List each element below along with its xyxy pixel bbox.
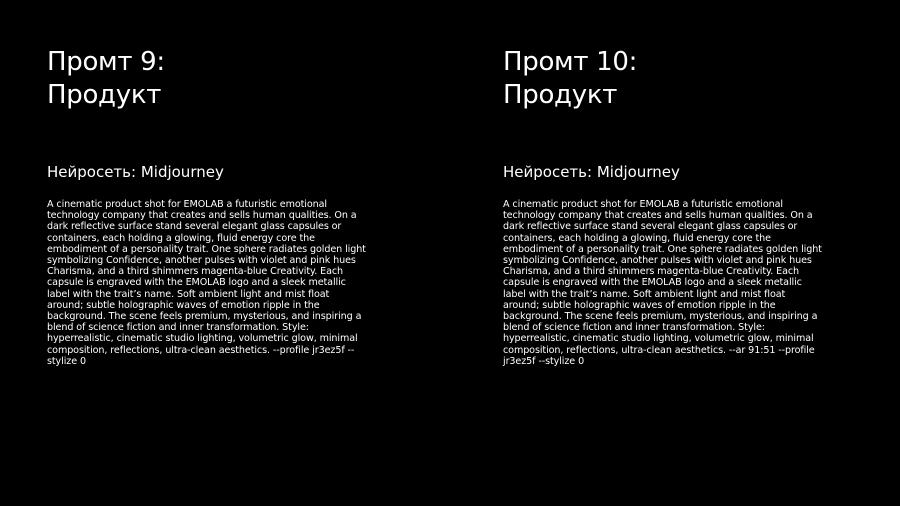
prompt-text-line: capsule is engraved with the EMOLAB logo and a sleek metallic — [503, 277, 802, 289]
prompt-title — [47, 46, 387, 112]
prompt-text-line: dark reflective surface stand several elegant glass capsules or — [47, 221, 342, 233]
neural-network-label: Нейросеть: Midjourney — [503, 163, 680, 181]
prompt-text-line: containers, each holding a glowing, fluid energy core the — [503, 232, 771, 244]
neural-network-label: Нейросеть: Midjourney — [47, 163, 224, 181]
prompt-text-line: technology company that creates and sells human qualities. On a — [503, 210, 813, 222]
prompt-title-line1: Промт 9: — [47, 47, 165, 77]
prompt-text-line: stylize 0 — [47, 355, 86, 367]
prompt-text-line: label with the trait’s name. Soft ambient light and mist float — [503, 288, 786, 300]
prompt-text — [47, 199, 377, 367]
prompt-text-line: capsule is engraved with the EMOLAB logo and a sleek metallic — [47, 277, 346, 289]
prompt-title — [503, 46, 843, 112]
prompt-text-line: around; subtle holographic waves of emotion ripple in the — [47, 299, 320, 311]
prompt-text-line: background. The scene feels premium, mysterious, and inspiring a — [47, 311, 362, 323]
prompt-text-line: blend of science fiction and inner transformation. Style: — [503, 322, 765, 334]
prompt-text-line: jr3ez5f --stylize 0 — [503, 355, 585, 367]
prompt-text-line: label with the trait’s name. Soft ambient light and mist float — [47, 288, 330, 300]
prompt-text-line: composition, reflections, ultra-clean aesthetics. --profile jr3ez5f -- — [47, 344, 355, 356]
prompt-text-line: symbolizing Confidence, another pulses with violet and pink hues — [503, 255, 812, 267]
prompt-title-line1: Промт 10: — [503, 47, 638, 77]
prompt-text-line: dark reflective surface stand several elegant glass capsules or — [503, 221, 798, 233]
prompt-text-line: Charisma, and a third shimmers magenta-blue Creativity. Each — [47, 266, 344, 278]
prompt-text-line: embodiment of a personality trait. One sphere radiates golden light — [503, 243, 822, 255]
prompt-text — [503, 199, 833, 367]
prompt-column-9 — [47, 46, 387, 367]
prompt-text-line: A cinematic product shot for EMOLAB a futuristic emotional — [503, 199, 783, 210]
prompt-column-10 — [503, 46, 843, 367]
prompt-text-line: composition, reflections, ultra-clean aesthetics. --ar 91:51 --profile — [503, 344, 815, 356]
prompt-text-line: background. The scene feels premium, mysterious, and inspiring a — [503, 311, 818, 323]
prompt-text-line: containers, each holding a glowing, fluid energy core the — [47, 232, 315, 244]
prompt-title-line2: Продукт — [503, 80, 618, 110]
prompt-text-line: hyperrealistic, cinematic studio lighting, volumetric glow, minimal — [503, 333, 814, 345]
prompt-text-line: hyperrealistic, cinematic studio lighting, volumetric glow, minimal — [47, 333, 358, 345]
prompt-text-line: around; subtle holographic waves of emotion ripple in the — [503, 299, 776, 311]
prompt-text-line: symbolizing Confidence, another pulses with violet and pink hues — [47, 255, 356, 267]
prompt-text-line: Charisma, and a third shimmers magenta-blue Creativity. Each — [503, 266, 800, 278]
prompt-text-line: blend of science fiction and inner transformation. Style: — [47, 322, 309, 334]
prompt-title-line2: Продукт — [47, 80, 162, 110]
prompt-text-line: embodiment of a personality trait. One sphere radiates golden light — [47, 243, 366, 255]
prompt-text-line: A cinematic product shot for EMOLAB a futuristic emotional — [47, 199, 327, 210]
prompt-text-line: technology company that creates and sells human qualities. On a — [47, 210, 357, 222]
